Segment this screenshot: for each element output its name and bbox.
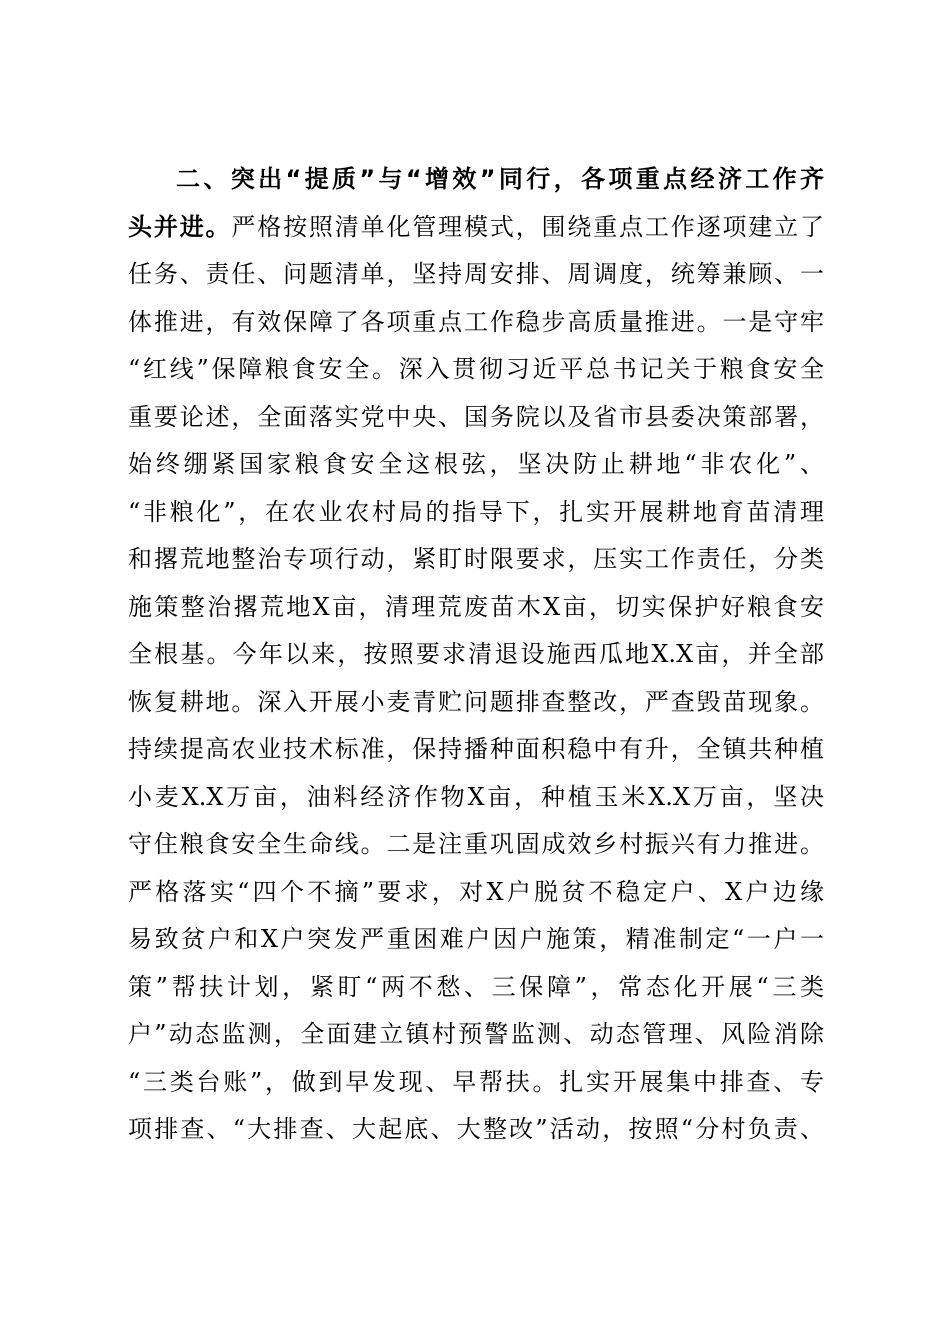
text-line: 户”动态监测，全面建立镇村预警监测、动态管理、风险消除 bbox=[128, 1020, 824, 1048]
text-line: 施策整治撂荒地X亩，清理荒废苗木X亩，切实保护好粮食安 bbox=[128, 592, 824, 621]
text-line: 严格落实“四个不摘”要求，对X户脱贫不稳定户、X户边缘 bbox=[128, 877, 824, 906]
text-line: 持续提高农业技术标准，保持播种面积稳中有升，全镇共种植 bbox=[128, 735, 824, 763]
section-heading: 二、突出“提质”与“增效”同行，各项重点经济工作齐 bbox=[176, 165, 824, 193]
text-line: 小麦X.X万亩，油料经济作物X亩，种植玉米X.X万亩，坚决 bbox=[128, 782, 824, 811]
section-heading-continued: 头并进。 bbox=[128, 212, 232, 241]
body-text bbox=[128, 156, 824, 1154]
text-line: 策”帮扶计划，紧盯“两不愁、三保障”，常态化开展“三类 bbox=[128, 972, 824, 1001]
text-line: 全根基。今年以来，按照要求清退设施西瓜地X.X亩，并全部 bbox=[128, 640, 824, 668]
text-line: “三类台账”，做到早发现、早帮扶。扎实开展集中排查、专 bbox=[128, 1067, 824, 1096]
text-line: 体推进，有效保障了各项重点工作稳步高质量推进。一是守牢 bbox=[128, 307, 824, 336]
text-line: 任务、责任、问题清单，坚持周安排、周调度，统筹兼顾、一 bbox=[128, 260, 824, 288]
text-line: 和撂荒地整治专项行动，紧盯时限要求，压实工作责任，分类 bbox=[128, 545, 824, 573]
text-line: 始终绷紧国家粮食安全这根弦，坚决防止耕地“非农化”、 bbox=[128, 450, 824, 478]
text-line: “红线”保障粮食安全。深入贯彻习近平总书记关于粮食安全 bbox=[128, 355, 824, 383]
text-line: 项排查、“大排查、大起底、大整改”活动，按照“分村负责、 bbox=[128, 1115, 824, 1143]
text-line: 重要论述，全面落实党中央、国务院以及省市县委决策部署， bbox=[128, 402, 824, 431]
text-line: “非粮化”，在农业农村局的指导下，扎实开展耕地育苗清理 bbox=[128, 497, 824, 526]
text-line-content: 严格按照清单化管理模式，围绕重点工作逐项建立了 bbox=[231, 212, 825, 241]
text-line: 易致贫户和X户突发严重困难户因户施策，精准制定“一户一 bbox=[128, 925, 824, 953]
text-line: 守住粮食安全生命线。二是注重巩固成效乡村振兴有力推进。 bbox=[128, 830, 824, 858]
text-line bbox=[128, 204, 824, 252]
text-line: 恢复耕地。深入开展小麦青贮问题排查整改，严查毁苗现象。 bbox=[128, 687, 824, 716]
